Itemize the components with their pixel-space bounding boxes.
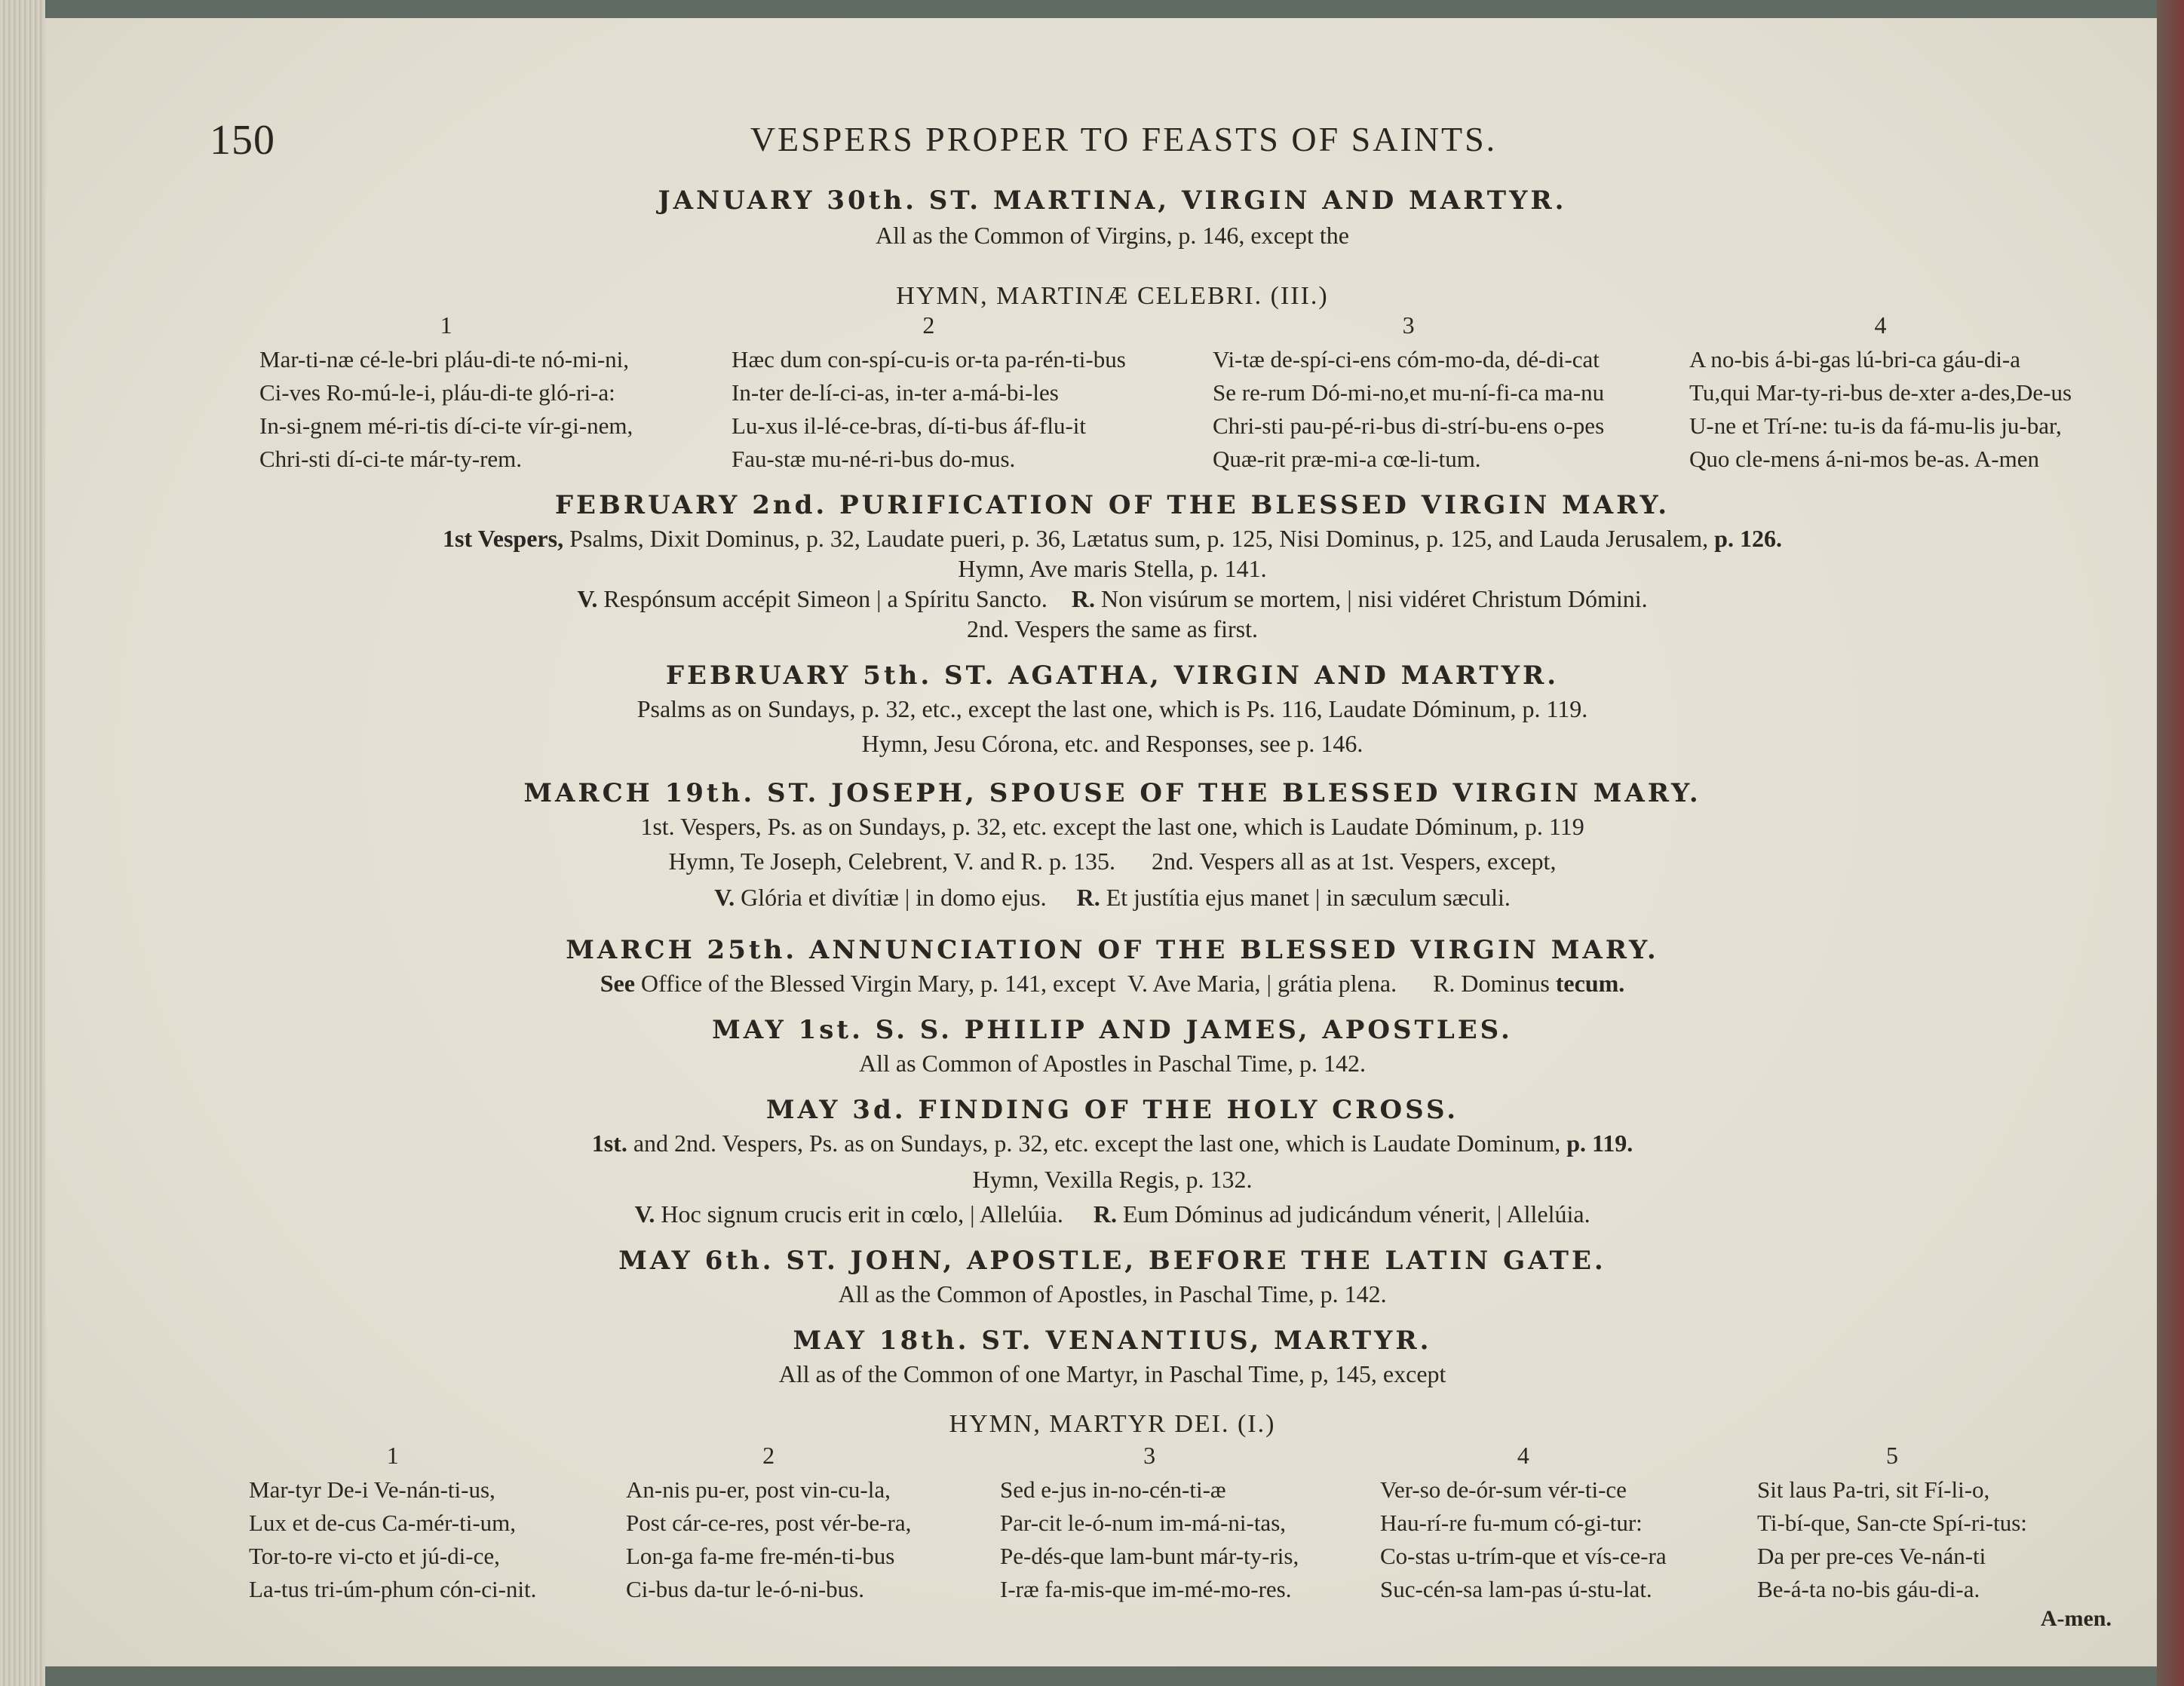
stanza-line: Hau-rí-re fu-mum có-gi-tur: <box>1380 1510 1643 1536</box>
feast-title-venantius: MAY 18th. ST. VENANTIUS, MARTYR. <box>793 1326 1432 1356</box>
stanza-number: 2 <box>922 311 935 339</box>
martina-stanza-3 <box>1213 308 1604 476</box>
venantius-rubric: All as of the Common of one Martyr, in Paschal Time, p, 145, except <box>778 1360 1446 1387</box>
martina-stanza-2 <box>732 308 1126 476</box>
martina-stanza-4 <box>1689 308 2072 476</box>
holy-cross-psalms <box>45 1130 2179 1157</box>
martina-rubric: All as the Common of Virgins, p. 146, except the <box>876 222 1349 249</box>
venantius-stanza-1 <box>249 1439 536 1606</box>
stanza-line: Se re-rum Dó-mi-no,et mu-ní-fi-ca ma-nu <box>1213 379 1605 406</box>
response-text: Et justítia ejus manet | in sæculum sæculi. <box>1100 884 1511 911</box>
venantius-stanza-4 <box>1380 1439 1667 1606</box>
purification-hymn: Hymn, Ave maris Stella, p. 141. <box>958 555 1267 582</box>
feast-title-annunciation: MARCH 25th. ANNUNCIATION OF THE BLESSED VIRGIN MARY. <box>566 935 1659 965</box>
stanza-line: Tor-to-re vi-cto et jú-di-ce, <box>249 1543 500 1569</box>
stanza-line: Pe-dés-que lam-bunt már-ty-ris, <box>1000 1543 1299 1569</box>
stanza-line: In-ter de-lí-ci-as, in-ter a-má-bi-les <box>732 379 1059 406</box>
stanza-line: Par-cit le-ó-num im-má-ni-tas, <box>1000 1510 1287 1536</box>
response-label: R. <box>1071 585 1096 612</box>
stanza-line: Chri-sti dí-ci-te már-ty-rem. <box>259 446 523 472</box>
holy-cross-hymn: Hymn, Vexilla Regis, p. 132. <box>972 1166 1253 1193</box>
stanza-number: 1 <box>440 311 452 339</box>
stanza-number: 3 <box>1143 1442 1156 1469</box>
stanza-number: 1 <box>386 1442 399 1469</box>
joseph-versicle <box>45 884 2179 912</box>
stanza-line: In-si-gnem mé-ri-tis dí-ci-te vír-gi-nem, <box>259 412 633 439</box>
stanza-line: Ti-bí-que, San-cte Spí-ri-tus: <box>1757 1510 2027 1536</box>
stanza-line: Ci-ves Ro-mú-le-i, pláu-di-te gló-ri-a: <box>259 379 615 406</box>
page-number: 150 <box>210 117 275 164</box>
stanza-number: 3 <box>1402 311 1415 339</box>
stanza-number: 4 <box>1517 1442 1529 1469</box>
venantius-stanza-2 <box>626 1439 911 1606</box>
purification-versicle <box>45 585 2179 613</box>
joseph-hymn: Hymn, Te Joseph, Celebrent, V. and R. p. 135. 2nd. Vespers all as at 1st. Vespers, except, <box>668 848 1557 875</box>
purification-psalms-end: p. 126. <box>1708 525 1782 552</box>
feast-title-purification: FEBRUARY 2nd. PURIFICATION OF THE BLESSED VIRGIN MARY. <box>554 490 1670 520</box>
stanza-line: Sit laus Pa-tri, sit Fí-li-o, <box>1757 1476 1990 1503</box>
versicle-text: Respónsum accépit Simeon | a Spíritu Sancto. <box>597 585 1048 612</box>
stanza-line: Quæ-rit præ-mi-a cœ-li-tum. <box>1213 446 1481 472</box>
annunciation-text: Office of the Blessed Virgin Mary, p. 141, except V. Ave Maria, | grátia plena. R. Dominus <box>634 970 1550 997</box>
stanza-line: Lon-ga fa-me fre-mén-ti-bus <box>626 1543 895 1569</box>
stanza-line: Lux et de-cus Ca-mér-ti-um, <box>249 1510 517 1536</box>
stanza-line: Be-á-ta no-bis gáu-di-a. <box>1757 1576 1980 1602</box>
stanza-line: Fau-stæ mu-né-ri-bus do-mus. <box>732 446 1016 472</box>
book-spine <box>2157 0 2184 1686</box>
versicle-label: V. <box>634 1200 655 1228</box>
stanza-number: 5 <box>1885 1442 1898 1469</box>
stanza-line: Post cár-ce-res, post vér-be-ra, <box>626 1510 912 1536</box>
purification-second-vespers: 2nd. Vespers the same as first. <box>967 615 1258 642</box>
martina-hymn-title: HYMN, MARTINÆ CELEBRI. (III.) <box>896 282 1329 310</box>
annunciation-end: tecum. <box>1549 970 1625 997</box>
holy-cross-versicle <box>45 1200 2179 1228</box>
stanza-line: Ver-so de-ór-sum vér-ti-ce <box>1380 1476 1627 1503</box>
response-label: R. <box>1093 1200 1117 1228</box>
stanza-line: Tu,qui Mar-ty-ri-bus de-xter a-des,De-us <box>1689 379 2072 406</box>
response-text: Eum Dóminus ad judicándum vénerit, | Allelúia. <box>1116 1200 1590 1228</box>
agatha-psalms: Psalms as on Sundays, p. 32, etc., except the last one, which is Ps. 116, Laudate Dóminum, p. 119. <box>636 695 1588 722</box>
feast-title-martina: JANUARY 30th. ST. MARTINA, VIRGIN AND MARTYR. <box>658 185 1567 216</box>
stanza-line: U-ne et Trí-ne: tu-is da fá-mu-lis ju-bar, <box>1689 412 2062 439</box>
philip-james-rubric: All as Common of Apostles in Paschal Time, p. 142. <box>858 1050 1367 1077</box>
versicle-label: V. <box>577 585 598 612</box>
feast-title-john: MAY 6th. ST. JOHN, APOSTLE, BEFORE THE LATIN GATE. <box>618 1246 1606 1276</box>
stanza-number: 2 <box>762 1442 775 1469</box>
feast-title-joseph: MARCH 19th. ST. JOSEPH, SPOUSE OF THE BLESSED VIRGIN MARY. <box>523 778 1701 808</box>
stanza-line: Co-stas u-trím-que et vís-ce-ra <box>1380 1543 1667 1569</box>
book-page <box>45 18 2179 1666</box>
versicle-label: V. <box>714 884 735 911</box>
stanza-line: Vi-tæ de-spí-ci-ens cóm-mo-da, dé-di-cat <box>1213 346 1600 372</box>
feast-title-holy-cross: MAY 3d. FINDING OF THE HOLY CROSS. <box>765 1095 1459 1125</box>
versicle-text: Glória et divítiæ | in domo ejus. <box>735 884 1047 911</box>
stanza-line: An-nis pu-er, post vin-cu-la, <box>626 1476 891 1503</box>
john-rubric: All as the Common of Apostles, in Paschal Time, p. 142. <box>838 1280 1387 1307</box>
venantius-hymn-title: HYMN, MARTYR DEI. (I.) <box>949 1410 1276 1438</box>
holy-cross-psalms-end: p. 119. <box>1560 1130 1633 1157</box>
martina-stanza-1 <box>259 308 633 476</box>
stanza-number: 4 <box>1874 311 1887 339</box>
purification-psalms-text: Psalms, Dixit Dominus, p. 32, Laudate pueri, p. 36, Lætatus sum, p. 125, Nisi Dominus, p. 125, and Lauda Jerusalem, <box>563 525 1709 552</box>
stanza-line: Ci-bus da-tur le-ó-ni-bus. <box>626 1576 864 1602</box>
running-title: VESPERS PROPER TO FEASTS OF SAINTS. <box>750 120 1498 158</box>
stanza-line: Hæc dum con-spí-cu-is or-ta pa-rén-ti-bus <box>732 346 1126 372</box>
stanza-line: Sed e-jus in-no-cén-ti-æ <box>1000 1476 1226 1503</box>
holy-cross-psalms-text: and 2nd. Vespers, Ps. as on Sundays, p. 32, etc. except the last one, which is Laudate Dominum, <box>627 1130 1561 1157</box>
stanza-line: Suc-cén-sa lam-pas ú-stu-lat. <box>1380 1576 1652 1602</box>
feast-title-agatha: FEBRUARY 5th. ST. AGATHA, VIRGIN AND MARTYR. <box>665 661 1560 691</box>
stanza-line: Quo cle-mens á-ni-mos be-as. A-men <box>1689 446 2040 472</box>
response-label: R. <box>1076 884 1100 911</box>
joseph-psalms: 1st. Vespers, Ps. as on Sundays, p. 32, etc. except the last one, which is Laudate Dóminum, p. 119 <box>640 813 1584 840</box>
purification-vespers-label: 1st Vespers, <box>443 525 564 552</box>
stanza-line: La-tus tri-úm-phum cón-ci-nit. <box>249 1576 537 1602</box>
versicle-text: Hoc signum crucis erit in cœlo, | Allelúia. <box>655 1200 1063 1228</box>
stanza-line: Mar-tyr De-i Ve-nán-ti-us, <box>249 1476 495 1503</box>
stanza-line: Lu-xus il-lé-ce-bras, dí-ti-bus áf-flu-it <box>732 412 1086 439</box>
stanza-line: I-ræ fa-mis-que im-mé-mo-res. <box>1000 1576 1292 1602</box>
purification-psalms <box>45 525 2179 553</box>
agatha-hymn: Hymn, Jesu Córona, etc. and Responses, see p. 146. <box>861 730 1363 757</box>
holy-cross-first: 1st. <box>591 1130 627 1157</box>
stanza-line: Mar-ti-næ cé-le-bri pláu-di-te nó-mi-ni, <box>259 346 630 372</box>
page-edge <box>0 0 45 1686</box>
feast-title-philip-james: MAY 1st. S. S. PHILIP AND JAMES, APOSTLES. <box>712 1015 1513 1045</box>
stanza-line: A no-bis á-bi-gas lú-bri-ca gáu-di-a <box>1689 346 2021 372</box>
stanza-line: Da per pre-ces Ve-nán-ti <box>1757 1543 1986 1569</box>
annunciation-see: See <box>600 970 635 997</box>
annunciation-rubric <box>45 970 2179 998</box>
venantius-stanza-3 <box>1000 1439 1299 1606</box>
venantius-stanza-5 <box>1757 1439 2027 1606</box>
page-header <box>45 116 2179 169</box>
stanza-line: Chri-sti pau-pé-ri-bus di-strí-bu-ens o-pes <box>1213 412 1605 439</box>
venantius-amen: A-men. <box>2040 1606 2112 1631</box>
response-text: Non visúrum se mortem, | nisi vidéret Christum Dómini. <box>1095 585 1648 612</box>
